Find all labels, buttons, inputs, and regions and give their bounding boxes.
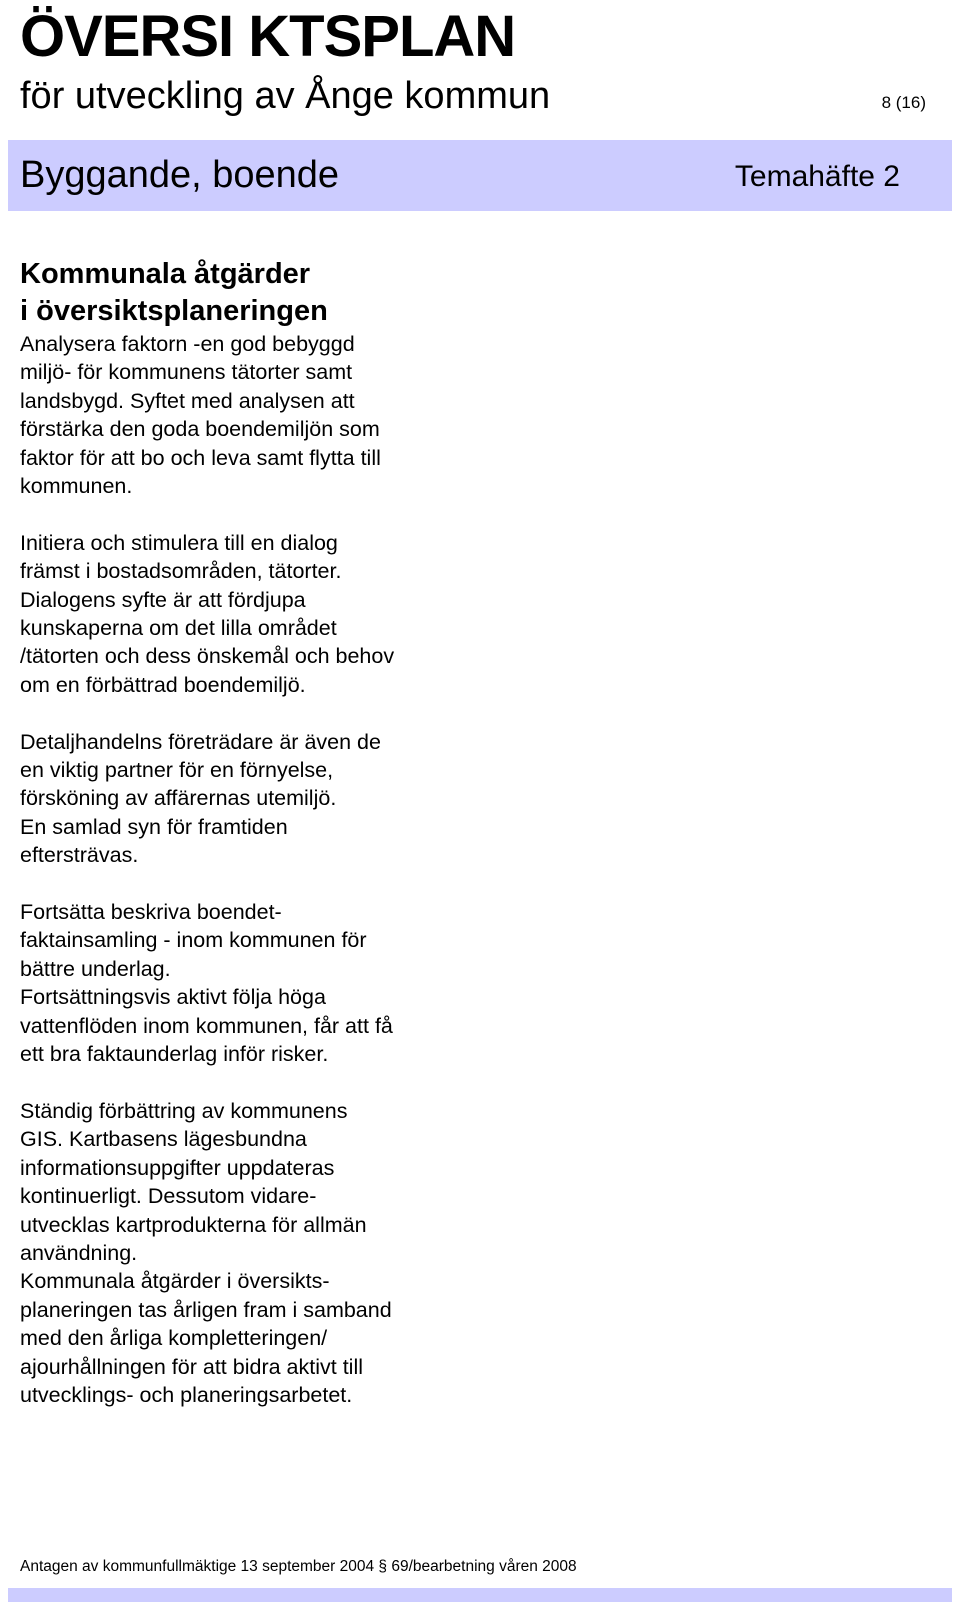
text-line: bättre underlag. bbox=[20, 956, 171, 981]
text-line: Kommunala åtgärder i översikts- bbox=[20, 1269, 330, 1294]
body-text bbox=[20, 330, 480, 1409]
text-line: en viktig partner för en förnyelse, bbox=[20, 758, 334, 783]
text-line: Analysera faktorn -en god bebyggd bbox=[20, 332, 355, 356]
text-line: främst i bostadsområden, tätorter. bbox=[20, 559, 342, 584]
text-line: vattenflöden inom kommunen, får att få bbox=[20, 1013, 393, 1038]
paragraph bbox=[20, 898, 480, 1068]
page-number: 8 (16) bbox=[881, 93, 926, 112]
text-line: Initiera och stimulera till en dialog bbox=[20, 530, 338, 555]
text-line: Fortsätta beskriva boendet- bbox=[20, 900, 282, 925]
text-line: landsbygd. Syftet med analysen att bbox=[20, 388, 355, 413]
text-line: ajourhållningen för att bidra aktivt till bbox=[20, 1354, 363, 1379]
text-line: GIS. Kartbasens lägesbundna bbox=[20, 1127, 307, 1152]
theme-title: Byggande, boende bbox=[20, 154, 340, 196]
text-line: eftersträvas. bbox=[20, 843, 139, 868]
text-line: kontinuerligt. Dessutom vidare- bbox=[20, 1184, 317, 1209]
text-line: Dialogens syfte är att fördjupa bbox=[20, 587, 306, 612]
text-line: ett bra faktaunderlag inför risker. bbox=[20, 1042, 329, 1067]
footer-text: Antagen av kommunfullmäktige 13 september 2004 § 69/bearbetning våren 2008 bbox=[20, 1558, 577, 1575]
text-line: miljö- för kommunens tätorter samt bbox=[20, 360, 353, 385]
text-line: En samlad syn för framtiden bbox=[20, 814, 288, 839]
text-line: kunskaperna om det lilla området bbox=[20, 616, 337, 641]
theme-banner bbox=[8, 140, 952, 211]
text-line: användning. bbox=[20, 1240, 138, 1265]
text-line: planeringen tas årligen fram i samband bbox=[20, 1297, 392, 1322]
paragraph bbox=[20, 1097, 480, 1409]
theme-booklet-label: Temahäfte 2 bbox=[734, 160, 900, 193]
paragraph bbox=[20, 529, 480, 699]
document-title: ÖVERSI KTSPLAN bbox=[20, 4, 516, 69]
paragraph bbox=[20, 728, 480, 870]
text-line: utvecklings- och planeringsarbetet. bbox=[20, 1382, 353, 1407]
text-line: faktainsamling - inom kommunen för bbox=[20, 928, 367, 953]
section-heading-line: i översiktsplaneringen bbox=[20, 295, 328, 327]
section-heading bbox=[20, 256, 490, 330]
document-subtitle: för utveckling av Ånge kommun bbox=[20, 75, 551, 117]
text-line: förstärka den goda boendemiljön som bbox=[20, 417, 380, 442]
text-line: om en förbättrad boendemiljö. bbox=[20, 672, 306, 697]
section-heading-line: Kommunala åtgärder bbox=[20, 258, 311, 290]
text-line: försköning av affärernas utemiljö. bbox=[20, 786, 337, 811]
text-line: Ständig förbättring av kommunens bbox=[20, 1098, 348, 1123]
paragraph bbox=[20, 330, 480, 500]
text-line: faktor för att bo och leva samt flytta till bbox=[20, 445, 381, 470]
text-line: Fortsättningsvis aktivt följa höga bbox=[20, 985, 326, 1010]
text-line: utvecklas kartprodukterna för allmän bbox=[20, 1212, 367, 1237]
text-line: informationsuppgifter uppdateras bbox=[20, 1155, 335, 1180]
text-line: med den årliga kompletteringen/ bbox=[20, 1326, 328, 1351]
text-line: kommunen. bbox=[20, 474, 133, 499]
footer-bar bbox=[8, 1588, 952, 1602]
text-line: Detaljhandelns företrädare är även de bbox=[20, 729, 381, 754]
text-line: /tätorten och dess önskemål och behov bbox=[20, 644, 395, 669]
